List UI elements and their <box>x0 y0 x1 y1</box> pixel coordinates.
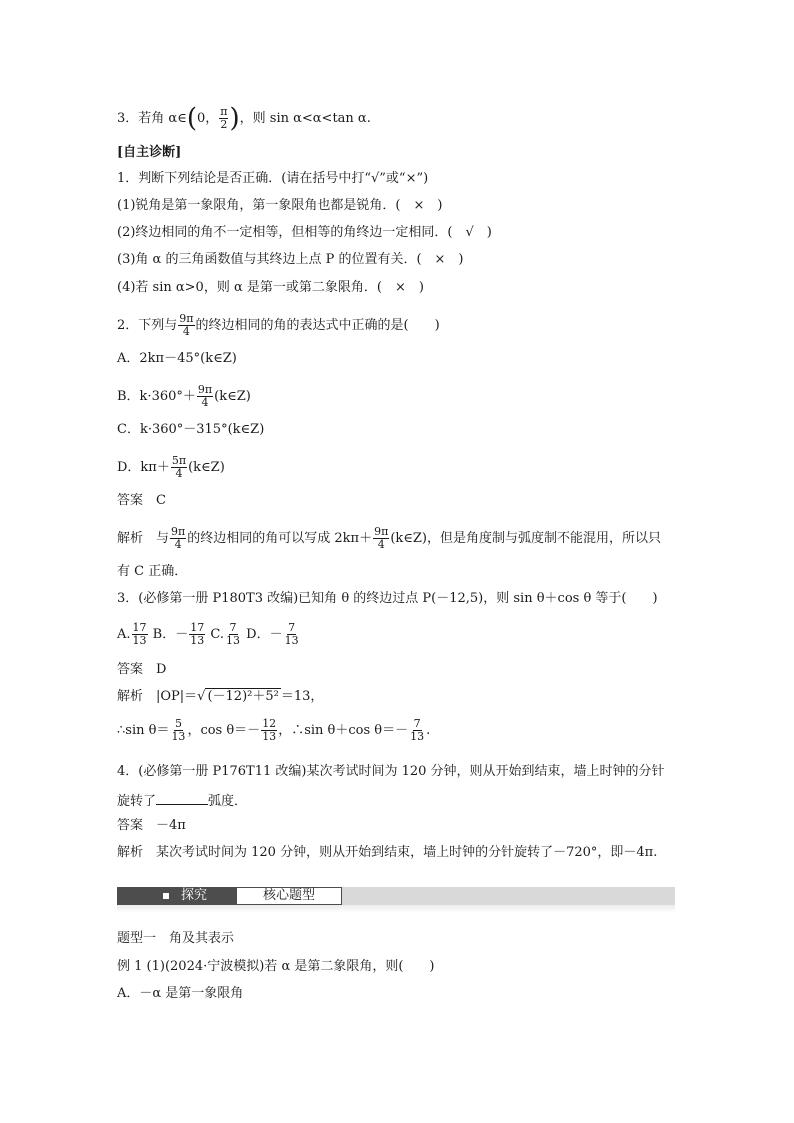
banner-right: 核心题型 <box>236 887 342 905</box>
statement-3: (3)角 α 的三角函数值与其终边上点 P 的位置有关．( × ) <box>117 252 464 267</box>
left-paren: ( <box>186 103 197 134</box>
type-heading: 题型一 角及其表示 <box>117 931 235 946</box>
question-4-cont: 旋转了 弧度． <box>117 790 247 811</box>
right-paren: ) <box>229 103 240 134</box>
banner-shadow <box>117 905 675 913</box>
statement-1: (1)锐角是第一象限角，第一象限角也都是锐角．( × ) <box>117 198 443 213</box>
sqrt-sign: √ <box>197 689 206 704</box>
fraction: $\frac{5\pi}{4}$ <box>171 454 187 480</box>
fraction: $\frac{9\pi}{4}$ <box>374 525 389 551</box>
answer-3: 答案 D <box>117 662 167 677</box>
question-4: 4．(必修第一册 P176T11 改编)某次考试时间为 120 分钟，则从开始到结束，墙上时钟的分针 <box>117 764 665 779</box>
fraction: $\frac{9\pi}{4}$ <box>171 525 186 551</box>
analysis-2-cont: 有 C 正确． <box>117 564 188 579</box>
option-d: D．kπ＋ $\frac{5\pi}{4}$ (k∈Z) <box>117 454 225 480</box>
statement-2: (2)终边相同的角不一定相等，但相等的角终边一定相同．( √ ) <box>117 225 492 240</box>
banner-left: 探究 <box>117 887 236 905</box>
fraction: $\frac{17}{13}$ <box>190 621 205 647</box>
section-heading: [自主诊断] <box>117 145 182 160</box>
fraction: $\frac{5}{13}$ <box>171 717 186 743</box>
answer-blank <box>156 790 208 805</box>
item-3-line: 3．若角 α∈(0， $\frac{\pi}{2}$ )，则 sin α<α<tan α. <box>117 103 371 134</box>
question-3-options: A. $\frac{17}{13}$ B．－ $\frac{17}{13}$ C. $\frac{7}{13}$ D．－ $\frac{7}{13}$ <box>117 621 299 647</box>
fraction: $\frac{9\pi}{4}$ <box>179 312 194 338</box>
question-2: 2．下列与 $\frac{9\pi}{4}$ 的终边相同的角的表达式中正确的是( ) <box>117 312 440 338</box>
example-1-option-a: A．－α 是第一象限角 <box>117 986 244 1001</box>
example-1: 例 1 (1)(2024·宁波模拟)若 α 是第二象限角，则( ) <box>117 959 435 974</box>
analysis-3: 解析 |OP|＝√ (－12)²＋5² ＝13， <box>117 689 324 704</box>
answer-4: 答案 －4π <box>117 818 186 833</box>
option-c: C．k·360°－315°(k∈Z) <box>117 422 265 437</box>
fraction: $\frac{7}{13}$ <box>226 621 240 647</box>
fraction: $\frac{12}{13}$ <box>262 717 277 743</box>
option-a: A．2kπ－45°(k∈Z) <box>117 351 237 366</box>
analysis-4: 解析 某次考试时间为 120 分钟，则从开始到结束，墙上时钟的分针旋转了－720°，即－4π. <box>117 845 658 860</box>
analysis-2: 解析 与 $\frac{9\pi}{4}$ 的终边相同的角可以写成 2kπ＋ $\frac{9\pi}{4}$ (k∈Z)，但是角度制与弧度制不能混用，所以只 <box>117 525 661 551</box>
question-1: 1．判断下列结论是否正确．(请在括号中打“√”或“×”) <box>117 171 429 186</box>
answer-2: 答案 C <box>117 493 166 508</box>
statement-4: (4)若 sin α>0，则 α 是第一或第二象限角．( × ) <box>117 280 424 295</box>
fraction: $\frac{17}{13}$ <box>132 621 147 647</box>
fraction: $\frac{9\pi}{4}$ <box>197 383 213 409</box>
question-3: 3．(必修第一册 P180T3 改编)已知角 θ 的终边过点 P(－12,5)，则 sin θ＋cos θ 等于( ) <box>117 591 658 606</box>
option-b: B．k·360°＋ $\frac{9\pi}{4}$ (k∈Z) <box>117 383 251 409</box>
fraction: $\frac{7}{13}$ <box>284 621 299 647</box>
fraction: $\frac{\pi}{2}$ <box>220 105 228 131</box>
analysis-3-result: ∴sin θ＝ $\frac{5}{13}$ ，cos θ＝－ $\frac{12}{13}$ ，∴sin θ＋cos θ＝－ $\frac{7}{13}$ . <box>117 717 431 743</box>
fraction: $\frac{7}{13}$ <box>410 717 425 743</box>
square-icon <box>163 893 169 899</box>
